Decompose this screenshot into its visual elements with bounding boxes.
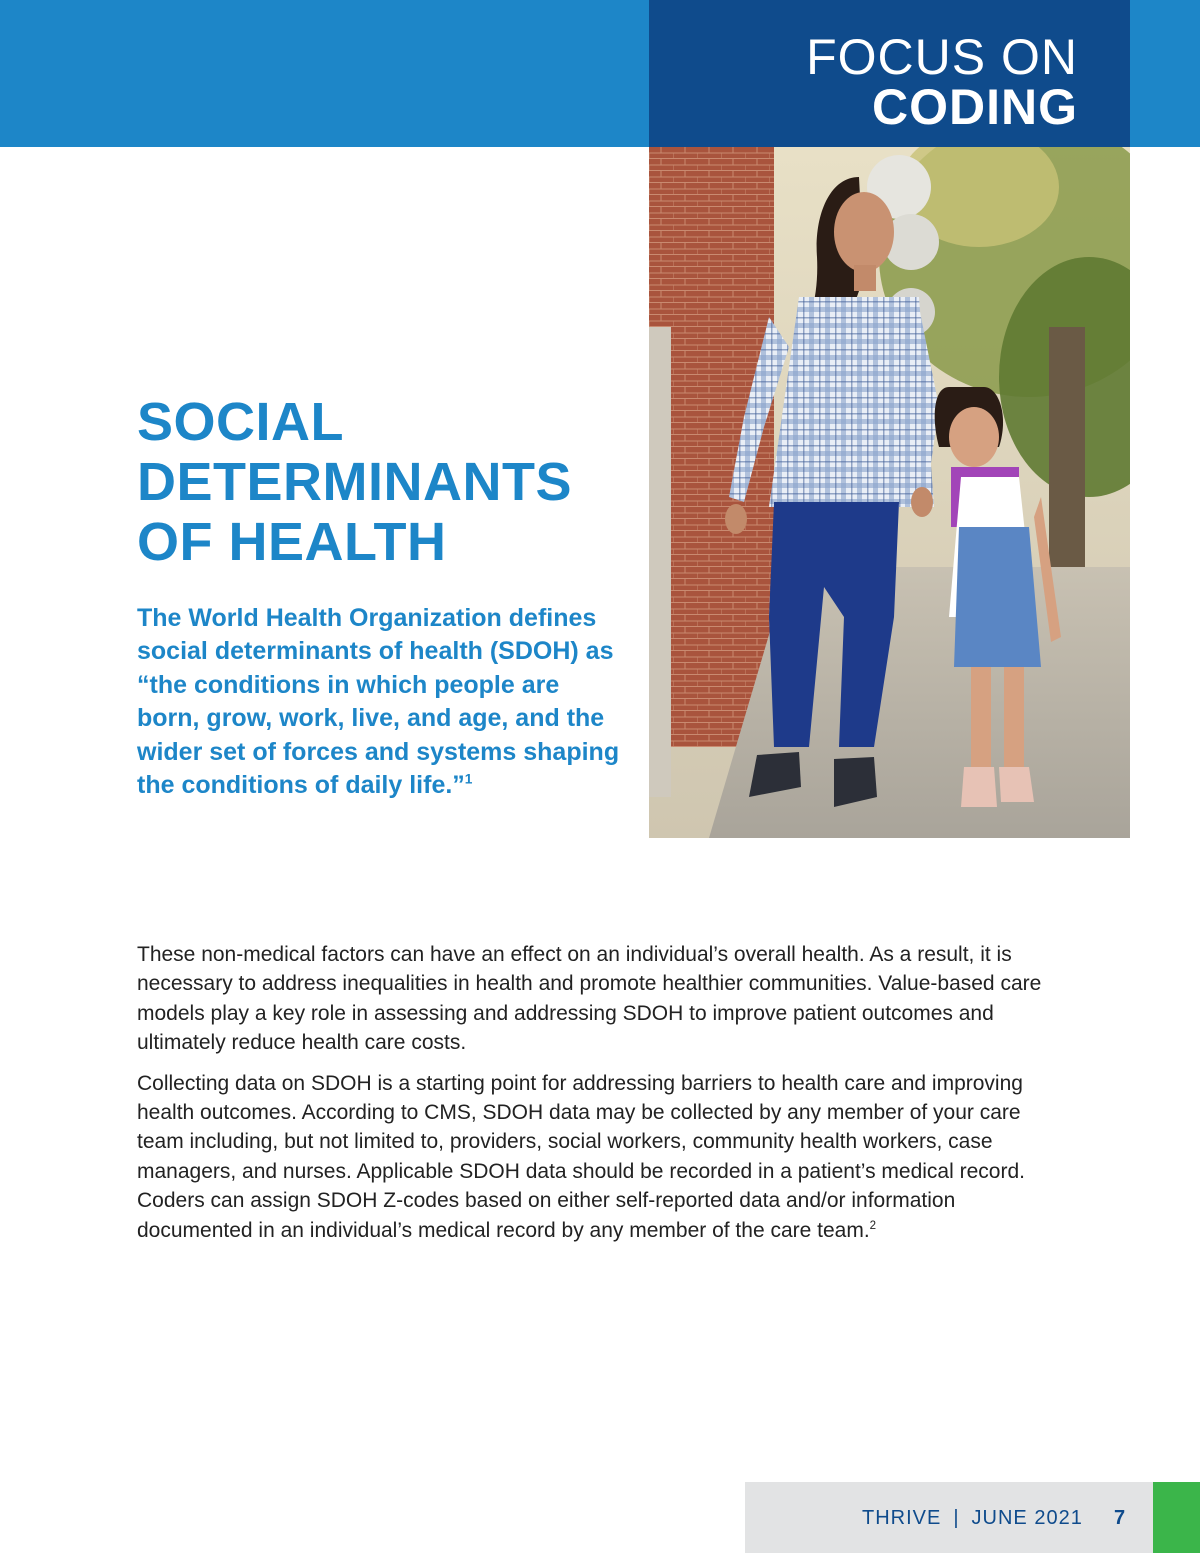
paragraph-text: Collecting data on SDOH is a starting point for addressing barriers to health care and improving health outcomes. According to CMS, SDOH data may be collected by any member of your care team including, but not limited to, providers, social workers, community health workers, case managers, and nurses. Applicable SDOH data should be recorded in a patient’s medical record. Coders can assign SDOH Z-codes based on either self-reported data and/or information documented in an individual’s medical record by any member of the care team. (137, 1071, 1025, 1242)
publication-name: THRIVE (862, 1507, 942, 1529)
footnote-ref-1: 1 (464, 771, 473, 787)
issue-date: JUNE 2021 (971, 1507, 1083, 1529)
paragraph-text: These non-medical factors can have an effect on an individual’s overall health. As a result, it is necessary to address inequalities in health and promote healthier communities. Value-based care models play a key role in assessing and addressing SDOH to improve patient outcomes and ultimately reduce health care costs. (137, 943, 1042, 1055)
section-header (649, 0, 1130, 147)
lead-paragraph (137, 602, 627, 802)
title-line: DETERMINANTS (137, 452, 572, 512)
article-title (137, 392, 637, 572)
title-line: OF HEALTH (137, 512, 447, 572)
footnote-ref-2: 2 (869, 1219, 877, 1232)
section-label-coding: CODING (872, 79, 1078, 135)
footer-issue-label (862, 1505, 1083, 1531)
article-photo (649, 147, 1130, 838)
page-tab-accent (1153, 1482, 1200, 1553)
section-label-focus: FOCUS ON (806, 29, 1078, 85)
page-number: 7 (1114, 1507, 1126, 1529)
body-paragraph (137, 1069, 1067, 1245)
title-line: SOCIAL (137, 392, 345, 452)
article-body (137, 940, 1067, 1256)
body-paragraph (137, 940, 1067, 1058)
lead-text: The World Health Organization defines social determinants of health (SDOH) as “the conditions in which people are born, grow, work, live, and age, and the wider set of forces and systems shaping the conditions of daily life.” (137, 604, 620, 800)
footer-separator: | (953, 1507, 960, 1529)
